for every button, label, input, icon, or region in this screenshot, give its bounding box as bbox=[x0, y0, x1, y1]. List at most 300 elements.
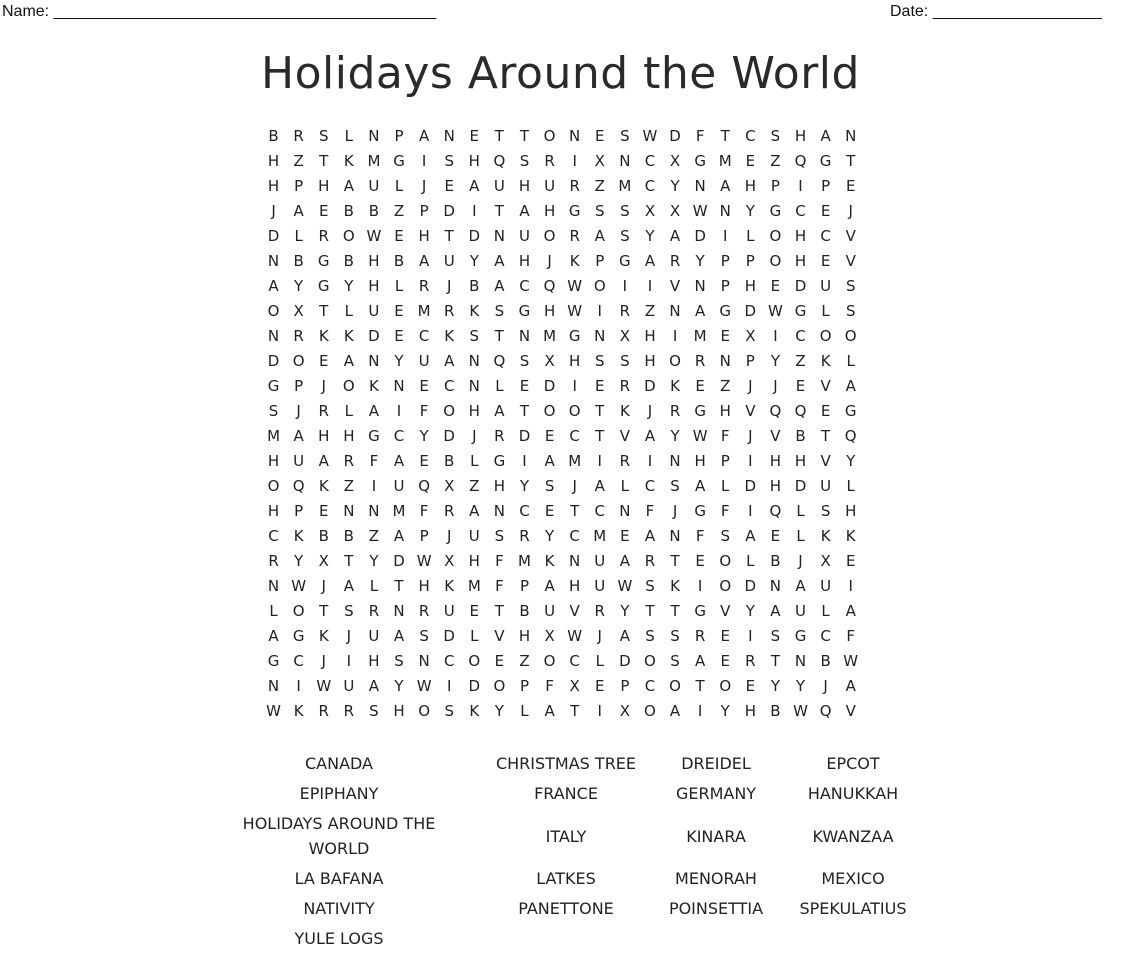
grid-letter: I bbox=[748, 627, 753, 645]
grid-letter: E bbox=[845, 177, 856, 195]
grid-letter: M bbox=[718, 152, 732, 170]
grid-letter: Q bbox=[819, 702, 832, 720]
grid-letter: X bbox=[444, 552, 455, 570]
grid-letter: H bbox=[393, 702, 405, 720]
grid-letter: I bbox=[647, 452, 653, 470]
grid-letter: G bbox=[694, 152, 706, 170]
grid-letter: A bbox=[720, 177, 731, 195]
grid-letter: O bbox=[543, 402, 556, 420]
grid-row bbox=[261, 124, 863, 149]
grid-letter: I bbox=[697, 577, 703, 595]
grid-letter: F bbox=[419, 402, 429, 420]
grid-letter: G bbox=[368, 427, 380, 445]
grid-letter: E bbox=[820, 252, 831, 270]
grid-letter: P bbox=[745, 352, 755, 370]
grid-letter: C bbox=[644, 677, 656, 695]
grid-letter: I bbox=[597, 452, 602, 470]
grid-row bbox=[261, 199, 863, 224]
grid-letter: R bbox=[669, 252, 681, 270]
grid-letter: N bbox=[694, 177, 706, 195]
grid-letter: C bbox=[418, 327, 430, 345]
grid-letter: A bbox=[368, 402, 380, 420]
grid-letter: U bbox=[493, 177, 505, 195]
grid-letter: A bbox=[619, 627, 630, 645]
grid-letter: C bbox=[795, 202, 806, 220]
grid-letter: P bbox=[419, 202, 429, 220]
grid-letter: A bbox=[494, 252, 505, 270]
grid-letter: K bbox=[469, 302, 480, 320]
grid-letter: I bbox=[773, 327, 778, 345]
grid-letter: X bbox=[745, 327, 756, 345]
word-kinara: KINARA bbox=[686, 827, 746, 846]
grid-letter: V bbox=[619, 427, 630, 445]
grid-letter: L bbox=[846, 477, 855, 495]
grid-letter: T bbox=[319, 302, 329, 320]
word-mexico: MEXICO bbox=[821, 869, 885, 888]
grid-letter: E bbox=[394, 227, 404, 245]
grid-letter: R bbox=[694, 627, 706, 645]
grid-letter: R bbox=[318, 702, 329, 720]
grid-letter: K bbox=[444, 327, 455, 345]
word-dreidel: DREIDEL bbox=[681, 754, 751, 773]
grid-letter: W bbox=[567, 627, 583, 645]
grid-letter: N bbox=[518, 327, 531, 345]
grid-letter: Y bbox=[394, 677, 404, 695]
grid-letter: Y bbox=[745, 202, 755, 220]
grid-letter: L bbox=[520, 702, 529, 720]
grid-letter: J bbox=[748, 377, 753, 395]
grid-letter: P bbox=[720, 277, 730, 295]
grid-letter: A bbox=[669, 702, 681, 720]
grid-letter: L bbox=[344, 127, 353, 145]
grid-letter: I bbox=[672, 327, 678, 345]
grid-letter: D bbox=[794, 277, 807, 295]
grid-letter: S bbox=[620, 127, 630, 145]
grid-letter: G bbox=[844, 402, 857, 420]
grid-letter: A bbox=[494, 402, 505, 420]
grid-letter: D bbox=[694, 227, 706, 245]
grid-letter: S bbox=[620, 202, 630, 220]
grid-letter: D bbox=[468, 227, 481, 245]
grid-letter: H bbox=[569, 352, 581, 370]
grid-letter: Y bbox=[419, 427, 429, 445]
grid-letter: U bbox=[795, 602, 806, 620]
grid-letter: U bbox=[820, 477, 832, 495]
grid-letter: I bbox=[647, 277, 653, 295]
grid-letter: W bbox=[291, 577, 307, 595]
grid-letter: A bbox=[469, 502, 480, 520]
grid-letter: O bbox=[719, 677, 732, 695]
grid-letter: L bbox=[846, 352, 855, 370]
grid-letter: E bbox=[720, 327, 730, 345]
grid-letter: N bbox=[493, 227, 505, 245]
grid-letter: Y bbox=[344, 277, 354, 295]
grid-letter: F bbox=[645, 502, 655, 520]
grid-letter: T bbox=[695, 677, 705, 695]
grid-row bbox=[261, 149, 863, 174]
grid-row bbox=[261, 699, 863, 724]
grid-letter: J bbox=[296, 402, 301, 420]
word-hanukkah: HANUKKAH bbox=[807, 784, 899, 803]
grid-letter: J bbox=[421, 177, 427, 195]
grid-letter: S bbox=[670, 652, 680, 670]
grid-letter: N bbox=[393, 602, 405, 620]
grid-letter: P bbox=[519, 677, 529, 695]
grid-letter: E bbox=[695, 377, 705, 395]
grid-letter: R bbox=[569, 177, 580, 195]
grid-letter: A bbox=[619, 552, 630, 570]
grid-letter: Y bbox=[846, 452, 856, 470]
grid-letter: X bbox=[820, 552, 831, 570]
grid-letter: H bbox=[418, 227, 430, 245]
grid-letter: N bbox=[267, 252, 280, 270]
grid-letter: R bbox=[569, 227, 580, 245]
grid-letter: Y bbox=[770, 677, 780, 695]
grid-letter: D bbox=[443, 427, 455, 445]
grid-letter: E bbox=[318, 202, 329, 220]
grid-letter: Y bbox=[469, 252, 479, 270]
grid-letter: Y bbox=[294, 552, 304, 570]
grid-letter: Z bbox=[393, 202, 405, 220]
grid-letter: L bbox=[796, 502, 805, 520]
grid-letter: H bbox=[267, 452, 280, 470]
grid-letter: R bbox=[443, 302, 455, 320]
grid-letter: M bbox=[367, 152, 381, 170]
grid-letter: J bbox=[346, 627, 352, 645]
grid-letter: K bbox=[845, 527, 856, 545]
grid-letter: O bbox=[644, 652, 656, 670]
grid-letter: R bbox=[594, 602, 605, 620]
grid-letter: Y bbox=[645, 227, 655, 245]
grid-letter: A bbox=[343, 177, 354, 195]
grid-letter: L bbox=[394, 177, 404, 195]
grid-letter: F bbox=[695, 527, 705, 545]
grid-letter: L bbox=[344, 302, 353, 320]
grid-letter: R bbox=[418, 602, 430, 620]
grid-row bbox=[261, 399, 863, 424]
word-menorah: MENORAH bbox=[675, 869, 757, 888]
grid-letter: G bbox=[317, 252, 330, 270]
grid-letter: H bbox=[493, 477, 506, 495]
grid-letter: O bbox=[543, 227, 556, 245]
word-canada: CANADA bbox=[304, 754, 373, 773]
grid-letter: W bbox=[793, 702, 808, 720]
grid-letter: N bbox=[418, 652, 430, 670]
grid-letter: G bbox=[819, 152, 832, 170]
grid-letter: A bbox=[293, 202, 304, 220]
grid-letter: G bbox=[317, 277, 330, 295]
grid-letter: M bbox=[693, 327, 707, 345]
grid-letter: Z bbox=[293, 152, 304, 170]
grid-letter: E bbox=[820, 202, 831, 220]
grid-letter: Q bbox=[769, 402, 782, 420]
grid-letter: K bbox=[469, 702, 480, 720]
grid-letter: H bbox=[418, 577, 430, 595]
grid-letter: A bbox=[519, 202, 530, 220]
grid-row bbox=[261, 174, 863, 199]
grid-letter: N bbox=[493, 502, 505, 520]
grid-letter: I bbox=[597, 702, 602, 720]
grid-letter: X bbox=[569, 677, 580, 695]
grid-letter: A bbox=[644, 427, 656, 445]
grid-letter: L bbox=[746, 552, 755, 570]
grid-letter: A bbox=[695, 652, 706, 670]
grid-letter: U bbox=[393, 477, 405, 495]
grid-letter: L bbox=[344, 402, 353, 420]
grid-letter: G bbox=[694, 402, 706, 420]
grid-letter: R bbox=[318, 227, 329, 245]
grid-letter: E bbox=[469, 127, 480, 145]
word-latkes: LATKES bbox=[536, 869, 596, 888]
grid-letter: E bbox=[770, 277, 781, 295]
grid-letter: K bbox=[293, 702, 304, 720]
grid-letter: N bbox=[267, 327, 280, 345]
grid-letter: A bbox=[418, 252, 430, 270]
grid-letter: T bbox=[319, 152, 329, 170]
grid-letter: M bbox=[267, 427, 281, 445]
grid-letter: W bbox=[366, 227, 382, 245]
grid-letter: S bbox=[720, 527, 730, 545]
date-line: Date: ___________________ bbox=[890, 3, 1102, 20]
grid-letter: J bbox=[321, 577, 326, 595]
grid-letter: S bbox=[845, 277, 856, 295]
grid-letter: V bbox=[820, 452, 831, 470]
grid-letter: B bbox=[519, 602, 530, 620]
grid-letter: R bbox=[343, 702, 355, 720]
grid-letter: H bbox=[518, 627, 531, 645]
grid-letter: C bbox=[644, 177, 656, 195]
grid-letter: J bbox=[748, 427, 753, 445]
grid-letter: H bbox=[569, 577, 581, 595]
grid-letter: E bbox=[544, 502, 555, 520]
grid-letter: N bbox=[794, 652, 807, 670]
grid-letter: E bbox=[745, 677, 756, 695]
grid-letter: T bbox=[670, 602, 680, 620]
grid-letter: H bbox=[267, 152, 280, 170]
grid-letter: A bbox=[268, 627, 279, 645]
grid-letter: U bbox=[443, 602, 455, 620]
grid-letter: R bbox=[544, 152, 555, 170]
grid-letter: X bbox=[619, 702, 630, 720]
grid-letter: S bbox=[770, 127, 781, 145]
grid-letter: T bbox=[519, 127, 530, 145]
grid-letter: H bbox=[694, 452, 706, 470]
grid-letter: I bbox=[748, 452, 753, 470]
grid-letter: R bbox=[368, 602, 380, 620]
grid-letter: L bbox=[495, 377, 504, 395]
grid-letter: A bbox=[393, 627, 405, 645]
grid-letter: A bbox=[544, 577, 555, 595]
grid-letter: T bbox=[846, 152, 856, 170]
grid-letter: T bbox=[519, 402, 530, 420]
grid-letter: G bbox=[769, 202, 782, 220]
grid-letter: I bbox=[396, 402, 402, 420]
grid-letter: X bbox=[644, 202, 656, 220]
grid-letter: S bbox=[645, 627, 655, 645]
grid-letter: S bbox=[469, 327, 480, 345]
word-spekulatius: SPEKULATIUS bbox=[799, 899, 907, 918]
grid-letter: Z bbox=[720, 377, 731, 395]
grid-letter: O bbox=[468, 652, 481, 670]
grid-letter: E bbox=[845, 552, 856, 570]
grid-letter: U bbox=[368, 177, 380, 195]
grid-letter: M bbox=[518, 552, 531, 570]
grid-letter: I bbox=[798, 177, 803, 195]
grid-letter: C bbox=[820, 627, 831, 645]
grid-letter: L bbox=[595, 652, 604, 670]
grid-letter: A bbox=[494, 277, 505, 295]
grid-letter: G bbox=[719, 302, 732, 320]
grid-letter: K bbox=[569, 252, 580, 270]
grid-letter: Y bbox=[720, 702, 730, 720]
grid-letter: H bbox=[318, 427, 330, 445]
grid-letter: X bbox=[293, 302, 304, 320]
grid-letter: A bbox=[393, 452, 405, 470]
grid-letter: K bbox=[544, 552, 555, 570]
grid-letter: G bbox=[267, 652, 280, 670]
grid-letter: C bbox=[795, 327, 806, 345]
word-france: FRANCE bbox=[534, 784, 598, 803]
grid-letter: E bbox=[720, 652, 730, 670]
grid-letter: E bbox=[318, 352, 329, 370]
grid-letter: T bbox=[821, 427, 831, 445]
grid-letter: S bbox=[394, 652, 404, 670]
grid-letter: K bbox=[820, 352, 831, 370]
grid-letter: O bbox=[543, 652, 556, 670]
grid-letter: V bbox=[845, 227, 856, 245]
grid-letter: I bbox=[346, 652, 352, 670]
grid-letter: U bbox=[544, 177, 556, 195]
grid-letter: V bbox=[720, 602, 731, 620]
grid-letter: N bbox=[569, 552, 581, 570]
grid-letter: H bbox=[518, 252, 531, 270]
grid-letter: U bbox=[443, 252, 455, 270]
grid-letter: D bbox=[393, 552, 405, 570]
grid-letter: N bbox=[368, 352, 380, 370]
word-holidays-around-the-world bbox=[240, 811, 438, 861]
grid-letter: N bbox=[619, 502, 631, 520]
grid-letter: A bbox=[469, 177, 480, 195]
grid-letter: C bbox=[569, 427, 580, 445]
grid-letter: T bbox=[319, 602, 329, 620]
grid-letter: M bbox=[543, 327, 557, 345]
grid-letter: S bbox=[494, 527, 505, 545]
grid-letter: B bbox=[820, 652, 831, 670]
grid-letter: T bbox=[645, 602, 655, 620]
grid-letter: U bbox=[368, 627, 380, 645]
grid-letter: P bbox=[394, 127, 404, 145]
grid-letter: A bbox=[368, 677, 380, 695]
word-holidays-line-2: WORLD bbox=[308, 839, 370, 858]
grid-letter: K bbox=[343, 152, 354, 170]
grid-letter: S bbox=[369, 702, 379, 720]
grid-letter: E bbox=[469, 602, 480, 620]
grid-letter: H bbox=[794, 252, 807, 270]
grid-letter: F bbox=[720, 502, 730, 520]
grid-letter: N bbox=[669, 302, 681, 320]
grid-letter: N bbox=[393, 377, 405, 395]
grid-letter: O bbox=[844, 327, 857, 345]
grid-letter: K bbox=[619, 402, 630, 420]
grid-letter: E bbox=[419, 452, 429, 470]
grid-letter: J bbox=[321, 377, 326, 395]
grid-letter: O bbox=[819, 327, 832, 345]
grid-letter: P bbox=[294, 377, 304, 395]
grid-letter: Z bbox=[594, 177, 605, 195]
grid-letter: X bbox=[318, 552, 329, 570]
grid-letter: D bbox=[669, 127, 681, 145]
word-italy: ITALY bbox=[545, 827, 587, 846]
grid-letter: M bbox=[467, 577, 481, 595]
grid-row bbox=[261, 674, 863, 699]
grid-letter: C bbox=[644, 477, 656, 495]
grid-letter: L bbox=[721, 477, 730, 495]
grid-letter: H bbox=[518, 177, 531, 195]
grid-letter: T bbox=[595, 402, 605, 420]
grid-letter: K bbox=[670, 377, 680, 395]
grid-row bbox=[261, 549, 863, 574]
grid-letter: Y bbox=[369, 552, 379, 570]
grid-letter: C bbox=[293, 652, 304, 670]
grid-letter: O bbox=[669, 677, 681, 695]
grid-letter: D bbox=[468, 677, 481, 695]
grid-letter: D bbox=[744, 477, 757, 495]
grid-letter: A bbox=[268, 277, 279, 295]
grid-letter: Z bbox=[795, 352, 806, 370]
grid-letter: G bbox=[619, 252, 631, 270]
grid-letter: C bbox=[594, 502, 605, 520]
grid-letter: C bbox=[443, 377, 455, 395]
grid-letter: N bbox=[669, 527, 681, 545]
grid-letter: E bbox=[620, 527, 630, 545]
grid-letter: B bbox=[368, 202, 380, 220]
letter-grid bbox=[261, 124, 863, 724]
grid-letter: E bbox=[695, 552, 705, 570]
grid-letter: J bbox=[798, 552, 803, 570]
grid-letter: P bbox=[720, 452, 730, 470]
grid-letter: J bbox=[271, 202, 276, 220]
grid-letter: B bbox=[393, 252, 405, 270]
grid-letter: V bbox=[745, 402, 756, 420]
grid-letter: L bbox=[620, 477, 630, 495]
grid-letter: W bbox=[567, 277, 583, 295]
grid-letter: S bbox=[595, 352, 605, 370]
grid-letter: D bbox=[644, 377, 656, 395]
grid-letter: K bbox=[343, 327, 354, 345]
grid-row bbox=[261, 299, 863, 324]
name-line: Name: ___________________________________________ bbox=[2, 3, 437, 20]
grid-letter: H bbox=[267, 177, 280, 195]
grid-letter: H bbox=[644, 352, 656, 370]
grid-letter: R bbox=[669, 402, 681, 420]
grid-letter: H bbox=[543, 302, 556, 320]
grid-letter: K bbox=[318, 627, 329, 645]
grid-letter: A bbox=[343, 577, 354, 595]
grid-letter: S bbox=[770, 627, 781, 645]
grid-letter: W bbox=[843, 652, 859, 670]
grid-letter: U bbox=[518, 227, 530, 245]
grid-letter: V bbox=[845, 252, 856, 270]
grid-letter: L bbox=[369, 577, 379, 595]
grid-letter: Z bbox=[519, 652, 530, 670]
grid-letter: I bbox=[697, 702, 703, 720]
grid-letter: E bbox=[795, 377, 806, 395]
grid-letter: T bbox=[720, 127, 730, 145]
grid-letter: E bbox=[544, 427, 555, 445]
grid-letter: C bbox=[820, 227, 831, 245]
grid-letter: W bbox=[692, 427, 708, 445]
grid-letter: C bbox=[569, 527, 580, 545]
